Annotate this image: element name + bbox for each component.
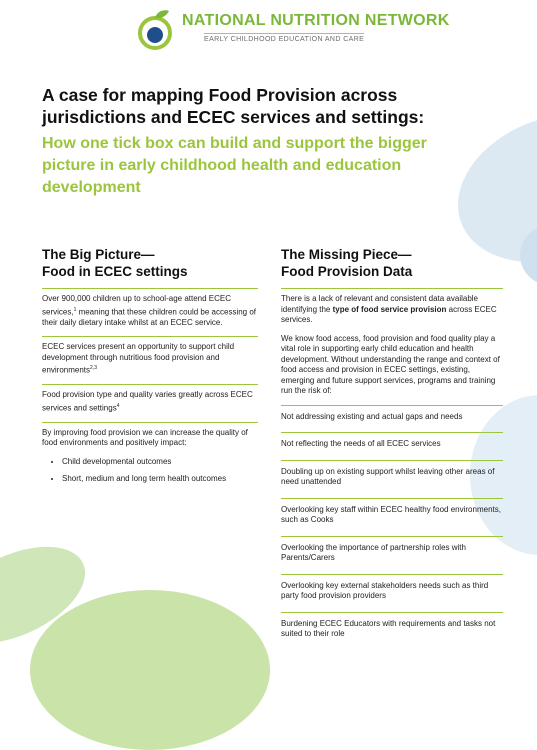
divider	[42, 384, 258, 385]
logo-tagline: EARLY CHILDHOOD EDUCATION AND CARE	[204, 33, 364, 43]
big-picture-paragraph-1	[42, 294, 258, 328]
missing-piece-heading-line2: Food Provision Data	[281, 264, 413, 279]
risk-item: Not addressing existing and actual gaps and needs	[281, 411, 463, 421]
risk-item: Overlooking the importance of partnership roles with Parents/Carers	[281, 542, 466, 562]
text-run: meaning that these children could be accessing of their daily dietary intake whilst at an ECEC service.	[42, 307, 257, 327]
big-picture-heading	[42, 246, 258, 280]
divider	[42, 288, 258, 289]
divider	[281, 460, 503, 461]
risk-item: Burdening ECEC Educators with requirements and tasks not suited to their role	[281, 618, 496, 638]
impact-list	[42, 457, 258, 485]
risk-item: Overlooking key staff within ECEC healthy food environments, such as Cooks	[281, 504, 501, 524]
risk-item: Doubling up on existing support whilst leaving other areas of need unattended	[281, 466, 495, 486]
risk-item: Overlooking key external stakeholders needs such as third party food provision providers	[281, 580, 489, 600]
divider	[281, 498, 503, 499]
missing-piece-heading	[281, 246, 503, 280]
big-picture-heading-line1: The Big Picture—	[42, 247, 155, 262]
divider	[281, 405, 503, 406]
page-title: A case for mapping Food Provision across jurisdictions and ECEC services and settings:	[42, 85, 425, 127]
risk-item: Not reflecting the needs of all ECEC services	[281, 439, 441, 448]
footnote-ref: 1	[73, 306, 77, 313]
divider	[281, 288, 503, 289]
text-run: There is a lack of relevant and consistent data available identifying the	[281, 294, 479, 314]
missing-piece-heading-line1: The Missing Piece—	[281, 247, 412, 262]
footnote-ref: 2,3	[90, 365, 97, 372]
big-picture-paragraph-4: By improving food provision we can increase the quality of food environments and positively impact:	[42, 427, 248, 448]
divider	[281, 612, 503, 613]
list-item: • Child developmental outcomes	[62, 457, 258, 468]
missing-piece-column	[281, 246, 503, 650]
big-picture-heading-line2: Food in ECEC settings	[42, 264, 188, 279]
text-run: Over 900,000 children up to school-age attend ECEC services,	[42, 294, 232, 317]
big-picture-paragraph-3	[42, 390, 258, 414]
decorative-blob-green	[30, 590, 270, 750]
divider	[42, 422, 258, 423]
text-run: Food provision type and quality varies greatly across ECEC services and settings	[42, 390, 253, 413]
footnote-ref: 4	[116, 402, 120, 409]
text-run: ECEC services present an opportunity to support child development through nutritious food provision and environments	[42, 342, 235, 375]
list-item: • Short, medium and long term health outcomes	[62, 474, 258, 485]
divider	[281, 574, 503, 575]
divider	[281, 432, 503, 433]
big-picture-paragraph-2	[42, 342, 258, 376]
logo	[136, 8, 450, 52]
big-picture-column	[42, 246, 258, 492]
missing-piece-paragraph-2: We know food access, food provision and food quality play a vital role in supporting early child education and health development. Without understanding the range and context of food access and provision in ECEC settings, existing, emerging and future support services, programs and training run the risk of:	[281, 333, 500, 395]
logo-name: NATIONAL NUTRITION NETWORK	[182, 12, 450, 29]
apple-leaf-logo-icon	[136, 8, 176, 52]
missing-piece-paragraph-1	[281, 294, 503, 326]
divider	[281, 536, 503, 537]
text-run-bold: type of food service provision	[332, 304, 447, 314]
text-run: across ECEC services.	[281, 304, 497, 324]
divider	[42, 336, 258, 337]
page-subtitle: How one tick box can build and support the bigger picture in early childhood health and education development	[42, 135, 427, 196]
